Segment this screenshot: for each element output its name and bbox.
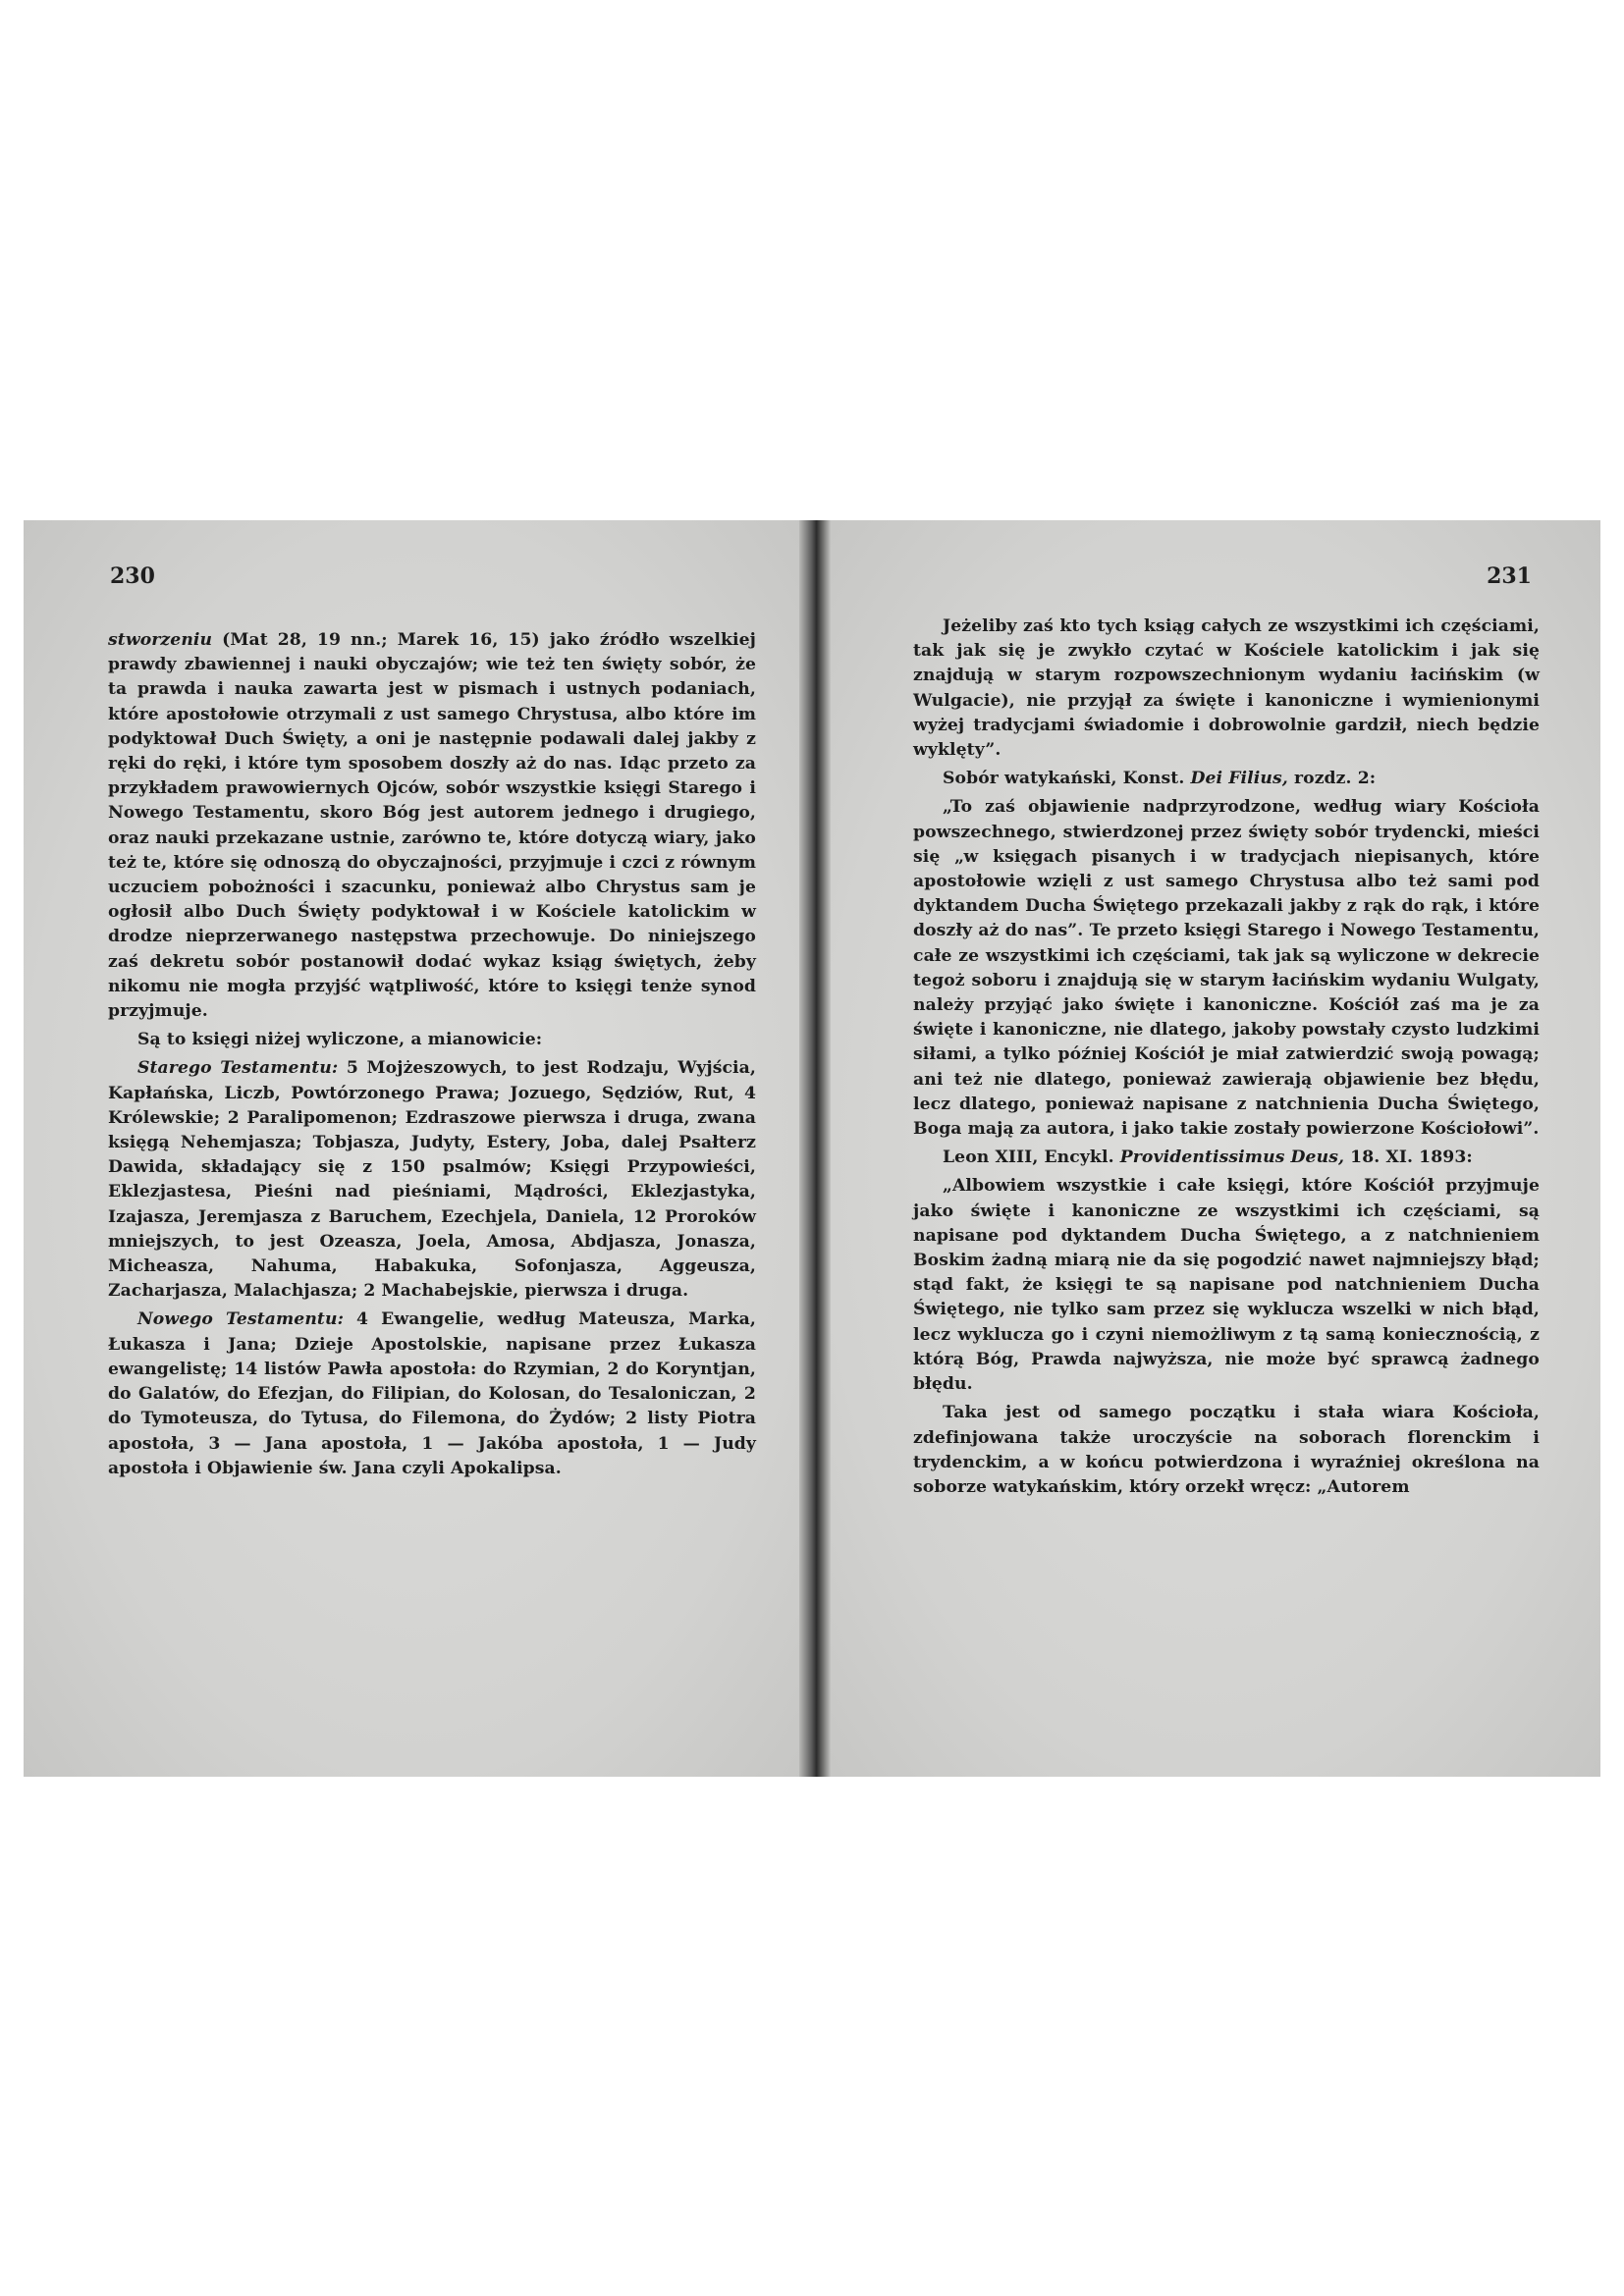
paragraph-text: 5 Mojżeszowych, to jest Rodzaju, Wyjścia, Kapłańska, Liczb, Powtórzonego Prawa; Jozuego, Sędziów, Rut, 4 Królewskie; 2 Paralipomenon; Ezdraszowe pierwsza i druga, zwana księgą Nehemjasza; Tobjasza, Judyty, Estery, Joba, dalej Psałterz Dawida, składający się z 150 psalmów; Księgi Przypowieści, Eklezjastesa, Pieśni nad pieśniami, Mądrości, Eklezjastyka, Izajasza, Jeremjasza z Baruchem, Ezechjela, Daniela, 12 Proroków mniejszych, to jest Ozeasza, Joela, Amosa, Abdjasza, Jonasza, Micheasza, Nahuma, Habakuka, Sofonjasza, Aggeusza, Zacharjasza, Malachjasza; 2 Machabejskie, pierwsza i druga. [108, 1058, 756, 1302]
paragraph-text: 4 Ewangelie, według Mateusza, Marka, Łukasza i Jana; Dzieje Apostolskie, napisane przez Łukasza ewangelistę; 14 listów Pawła apostoła: do Rzymian, 2 do Koryntjan, do Galatów, do Efezjan, do Filipian, do Kolosan, do Tesaloniczan, 2 do Tymoteusza, do Tytusa, do Filemona, do Żydów; 2 listy Piotra apostoła, 3 — Jana apostoła, 1 — Jakóba apostoła, 1 — Judy apostoła i Objawienie św. Jana czyli Apokalipsa. [108, 1309, 757, 1478]
book-scan [24, 520, 1600, 1777]
left-page [24, 520, 809, 1777]
citation-heading [913, 1146, 1540, 1170]
citation-source: Sobór watykański, Konst. [943, 769, 1191, 789]
paragraph [108, 628, 756, 1024]
paragraph: „To zaś objawienie nadprzyrodzone, według wiary Kościoła powszechnego, stwierdzonej przez święty sobór trydencki, mieści się „w księgach pisanych i w tradycjach niepisanych, które apostołowie wzięli z ust samego Chrystusa albo też sami pod dyktandem Ducha Świętego przekazali jakby z rąk do rąk, i które doszły aż do nas”. Te przeto księgi Starego i Nowego Testamentu, całe ze wszystkimi ich częściami, tak jak są wyliczone w dekrecie tegoż soboru i znajdują się w starym łacińskim wydaniu Wulgaty, należy przyjąć jako święte i kanoniczne. Kościół zaś ma je za święte i kanoniczne, nie dlatego, jakoby powstały czysto ludzkimi siłami, a tylko później Kościół je miał zatwierdzić swoją powagą; ani też nie dlatego, ponieważ zawierają objawienie bez błędu, lecz dlatego, ponieważ napisane z natchnienia Ducha Świętego, Boga mają za autora, i jako takie zostały powierzone Kościołowi”. [913, 797, 1540, 1140]
citation-title: Providentissimus Deus, [1119, 1148, 1345, 1168]
paragraph: Jeżeliby zaś kto tych ksiąg całych ze wszystkimi ich częściami, tak jak się je zwykło czytać w Kościele katolickim i jak się znajdują w starym rozpowszechnionym wydaniu łacińskim (w Wulgacie), nie przyjął za święte i kanoniczne i wymienionymi wyżej tradycjami świadomie i dobrowolnie gardził, niech będzie wyklęty”. [913, 616, 1540, 761]
paragraph-text: (Mat 28, 19 nn.; Marek 16, 15) jako źródło wszelkiej prawdy zbawiennej i nauki obyczajów; wie też ten święty sobór, że ta prawda i nauka zawarta jest w pismach i ustnych podaniach, które apostołowie otrzymali z ust samego Chrystusa, albo które im podyktował Duch Święty, a oni je następnie podawali dalej jakby z ręki do ręki, i które tym sposobem doszły aż do nas. Idąc przeto za przykładem prawowiernych Ojców, sobór wszystkie księgi Starego i Nowego Testamentu, skoro Bóg jest autorem jednego i drugiego, oraz nauki przekazane ustnie, zarówno te, które dotyczą wiary, jako też te, które się odnoszą do obyczajności, przyjmuje i czci z równym uczuciem pobożności i szacunku, ponieważ albo Chrystus sam je ogłosił albo Duch Święty podyktował i w Kościele katolickim w drodze nieprzerwanego następstwa przechowuje. Do niniejszego zaś dekretu sobór postanowił dodać wykaz ksiąg świętych, żeby nikomu nie mogła przyjść wątpliwość, które to księgi tenże synod przyjmuje. [108, 630, 756, 1022]
paragraph-text: Są to księgi niżej wyliczone, a mianowicie: [137, 1030, 543, 1050]
citation-title: Dei Filius, [1190, 769, 1288, 789]
paragraph [108, 1056, 756, 1304]
paragraph: Taka jest od samego początku i stała wiara Kościoła, zdefinjowana także uroczyście na soborach florenckim i trydenckim, a w końcu potwierdzona i wyraźniej określona na soborze watykańskim, który orzekł wręcz: „Autorem [913, 1403, 1540, 1497]
italic-lead: Starego Testamentu: [137, 1058, 339, 1079]
page-number-left: 230 [110, 563, 155, 589]
citation-ref: 18. XI. 1893: [1344, 1148, 1473, 1168]
left-page-text [108, 628, 756, 1485]
right-page-text [913, 614, 1540, 1504]
paragraph [108, 1308, 756, 1480]
paragraph: „Albowiem wszystkie i całe księgi, które Kościół przyjmuje jako święte i kanoniczne ze wszystkimi ich częściami, są napisane pod dyktandem Ducha Świętego, a z natchnieniem Boskim żadną miarą nie da się pogodzić nawet najmniejszy błąd; stąd fakt, że księgi te są napisane pod natchnieniem Ducha Świętego, nie tylko sam przez się wyklucza wszelki w nich błąd, lecz wyklucza go i czyni niemożliwym z tą samą koniecznością, z którą Bóg, Prawda najwyższa, nie może być sprawcą żadnego błędu. [913, 1176, 1540, 1395]
book-gutter [799, 520, 831, 1777]
citation-ref: rozdz. 2: [1287, 769, 1377, 789]
right-page [819, 520, 1600, 1777]
citation-heading [913, 767, 1540, 791]
page-number-right: 231 [1487, 563, 1532, 589]
italic-lead: Nowego Testamentu: [137, 1309, 345, 1330]
italic-lead: stworzeniu [108, 630, 213, 650]
citation-source: Leon XIII, Encykl. [943, 1148, 1120, 1168]
paragraph [108, 1028, 756, 1052]
